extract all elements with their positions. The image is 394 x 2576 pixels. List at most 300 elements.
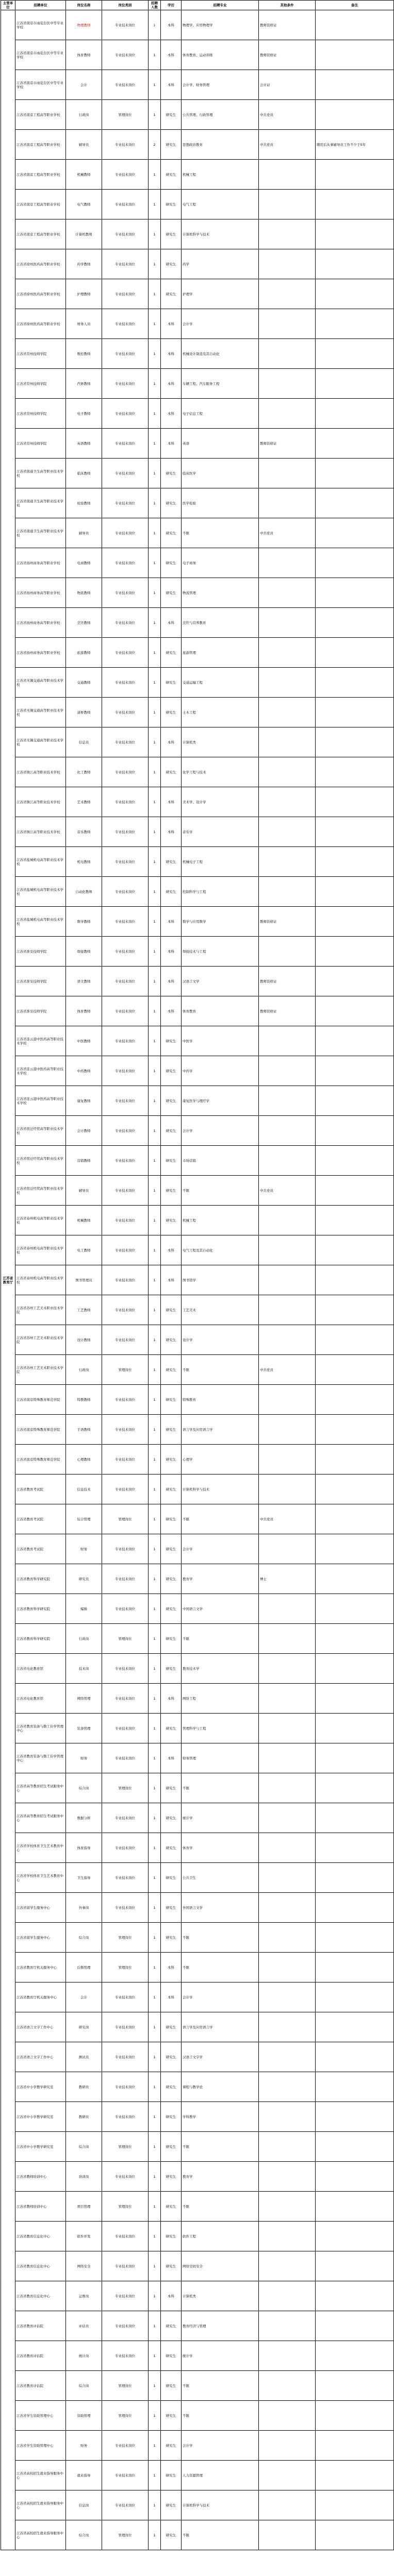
unit-name-cell: 江苏省教育装备与勤工俭学管理中心 — [15, 1743, 66, 1773]
headcount-cell: 1 — [149, 907, 161, 937]
education-cell: 研究生 — [161, 1325, 182, 1355]
post-name-cell: 烹饪教师 — [66, 608, 102, 638]
note-cell — [316, 1265, 394, 1295]
major-cell: 音乐学 — [182, 817, 259, 847]
other-conditions-cell: 教师资格证 — [259, 967, 316, 996]
post-name-cell: 会计教师 — [66, 1116, 102, 1146]
post-name-cell: 化工教师 — [66, 757, 102, 787]
unit-name-cell: 江苏省教育信息化中心 — [15, 2222, 66, 2251]
education-cell: 研究生 — [161, 847, 182, 877]
major-cell: 外国语言文学 — [182, 1893, 259, 1923]
headcount-cell: 1 — [149, 1893, 161, 1923]
table-row — [1, 2461, 394, 2490]
table-row — [1, 1504, 394, 1534]
other-conditions-cell — [259, 937, 316, 967]
other-conditions-cell — [259, 249, 316, 279]
other-conditions-cell — [259, 219, 316, 249]
unit-name-cell: 江苏省教育评估院 — [15, 2371, 66, 2401]
unit-name-cell: 江苏省语言文字工作中心 — [15, 2042, 66, 2072]
post-name-cell: 编辑 — [66, 1594, 102, 1624]
note-cell — [316, 1684, 394, 1714]
unit-name-cell: 江苏省南通卫生高等职业技术学校 — [15, 518, 66, 548]
note-cell — [316, 309, 394, 339]
unit-name-cell: 江苏省教育考试院 — [15, 1475, 66, 1504]
post-name-cell: 资助管理 — [66, 2401, 102, 2431]
post-name-cell: 统计岗 — [66, 2341, 102, 2371]
note-cell — [316, 10, 394, 40]
note-cell — [316, 2192, 394, 2222]
note-cell — [316, 1953, 394, 1982]
major-cell: 计算机科学与技术 — [182, 219, 259, 249]
education-cell: 研究生 — [161, 160, 182, 190]
other-conditions-cell — [259, 369, 316, 399]
unit-name-cell: 江苏省中小学教学研究室 — [15, 2072, 66, 2102]
table-row — [1, 2162, 394, 2192]
post-name-cell: 检验教师 — [66, 488, 102, 518]
post-category-cell: 专业技术岗位 — [102, 1714, 149, 1743]
headcount-cell: 1 — [149, 1415, 161, 1445]
post-name-cell: 外事岗 — [66, 1893, 102, 1923]
unit-name-cell: 江苏省南通卫生高等职业技术学校 — [15, 459, 66, 488]
note-cell — [316, 1176, 394, 1206]
major-cell: 会计学 — [182, 2431, 259, 2461]
post-category-cell: 管理岗位 — [102, 1504, 149, 1534]
post-category-cell: 专业技术岗位 — [102, 518, 149, 548]
table-row — [1, 100, 394, 130]
table-row — [1, 2042, 394, 2072]
major-cell: 教育学 — [182, 1564, 259, 1594]
education-cell: 研究生 — [161, 2371, 182, 2401]
headcount-cell: 1 — [149, 817, 161, 847]
major-cell: 心理学 — [182, 1445, 259, 1475]
post-category-cell: 专业技术岗位 — [102, 727, 149, 757]
post-category-cell: 专业技术岗位 — [102, 1743, 149, 1773]
post-category-cell: 专业技术岗位 — [102, 1146, 149, 1176]
major-cell: 机械工程 — [182, 160, 259, 190]
table-row — [1, 548, 394, 578]
post-name-cell: 卫生指导 — [66, 1863, 102, 1893]
note-cell — [316, 1475, 394, 1504]
major-cell: 会计学 — [182, 1982, 259, 2012]
major-cell: 不限 — [182, 518, 259, 548]
table-row — [1, 2311, 394, 2341]
table-row — [1, 1833, 394, 1863]
table-row — [1, 130, 394, 160]
post-name-cell: 财务 — [66, 1534, 102, 1564]
headcount-cell: 1 — [149, 2371, 161, 2401]
major-cell: 电气工程及其自动化 — [182, 1235, 259, 1265]
note-cell — [316, 907, 394, 937]
post-name-cell: 体育教师 — [66, 996, 102, 1026]
unit-name-cell: 江苏省留学生服务中心 — [15, 1923, 66, 1953]
note-cell — [316, 1504, 394, 1534]
note-cell — [316, 1624, 394, 1654]
major-cell: 焊接技术与工程 — [182, 937, 259, 967]
other-conditions-cell — [259, 339, 316, 369]
table-row — [1, 638, 394, 668]
post-name-cell: 信息员 — [66, 727, 102, 757]
headcount-cell: 1 — [149, 2461, 161, 2490]
note-cell — [316, 2371, 394, 2401]
unit-name-cell: 江苏省南京特殊教育师范学院 — [15, 1385, 66, 1415]
education-cell: 研究生 — [161, 1475, 182, 1504]
headcount-cell: 1 — [149, 190, 161, 219]
table-row — [1, 488, 394, 518]
education-cell: 研究生 — [161, 1714, 182, 1743]
major-cell: 旅游管理 — [182, 638, 259, 668]
education-cell: 研究生 — [161, 1116, 182, 1146]
other-conditions-cell — [259, 1594, 316, 1624]
unit-name-cell: 江苏省南京工程高等职业学校 — [15, 100, 66, 130]
education-cell: 研究生 — [161, 1654, 182, 1684]
major-cell: 物理学、应用物理学 — [182, 10, 259, 40]
post-name-cell: 财务 — [66, 1743, 102, 1773]
post-name-cell: 道桥教师 — [66, 698, 102, 727]
headcount-cell: 1 — [149, 1385, 161, 1415]
table-row — [1, 459, 394, 488]
education-cell: 本科 — [161, 1235, 182, 1265]
post-category-cell: 专业技术岗位 — [102, 2162, 149, 2192]
other-conditions-cell — [259, 1803, 316, 1833]
table-row — [1, 1235, 394, 1265]
post-name-cell: 临床教师 — [66, 459, 102, 488]
headcount-cell: 1 — [149, 1833, 161, 1863]
other-conditions-cell — [259, 1833, 316, 1863]
other-conditions-cell — [259, 2431, 316, 2461]
major-cell: 车辆工程、汽车服务工程 — [182, 369, 259, 399]
major-cell: 机械设计制造及其自动化 — [182, 339, 259, 369]
post-category-cell: 专业技术岗位 — [102, 937, 149, 967]
unit-name-cell: 江苏省连云港中医药高等职业技术学校 — [15, 1026, 66, 1056]
post-name-cell: 英语教师 — [66, 429, 102, 459]
education-cell: 研究生 — [161, 2401, 182, 2431]
table-row — [1, 1355, 394, 1385]
post-category-cell: 专业技术岗位 — [102, 1863, 149, 1893]
other-conditions-cell — [259, 2251, 316, 2281]
post-category-cell: 专业技术岗位 — [102, 1176, 149, 1206]
post-category-cell: 专业技术岗位 — [102, 2431, 149, 2461]
education-cell: 研究生 — [161, 2341, 182, 2371]
major-cell: 会计学 — [182, 1534, 259, 1564]
table-row — [1, 2222, 394, 2251]
post-category-cell: 专业技术岗位 — [102, 1833, 149, 1863]
major-cell: 学科教学 — [182, 2102, 259, 2132]
headcount-cell: 1 — [149, 2251, 161, 2281]
post-name-cell: 体育指导 — [66, 1833, 102, 1863]
unit-name-cell: 江苏省盐城机电高等职业技术学校 — [15, 877, 66, 907]
table-row — [1, 698, 394, 727]
unit-name-cell: 江苏省学生资助管理中心 — [15, 2401, 66, 2431]
headcount-cell: 1 — [149, 608, 161, 638]
other-conditions-cell — [259, 2222, 316, 2251]
post-category-cell: 专业技术岗位 — [102, 608, 149, 638]
post-category-cell: 专业技术岗位 — [102, 1385, 149, 1415]
post-name-cell: 信息技术 — [66, 1475, 102, 1504]
unit-name-cell: 江苏省教育厅机关服务中心 — [15, 1982, 66, 2012]
unit-name-cell: 江苏省南京工程高等职业学校 — [15, 219, 66, 249]
other-conditions-cell — [259, 1953, 316, 1982]
major-cell: 管理科学与工程 — [182, 1714, 259, 1743]
major-cell: 计算机类 — [182, 2281, 259, 2311]
headcount-cell: 1 — [149, 1206, 161, 1235]
note-cell — [316, 996, 394, 1026]
table-row — [1, 578, 394, 608]
major-cell: 会计学、财务管理 — [182, 70, 259, 100]
other-conditions-cell: 中共党员 — [259, 1176, 316, 1206]
other-conditions-cell — [259, 2371, 316, 2401]
table-row — [1, 2490, 394, 2520]
major-cell: 控制科学与工程 — [182, 877, 259, 907]
education-cell: 研究生 — [161, 1773, 182, 1803]
other-conditions-cell — [259, 1445, 316, 1475]
unit-name-cell: 江苏省苏州工艺美术职业技术学院 — [15, 1355, 66, 1385]
education-cell: 本科 — [161, 339, 182, 369]
post-name-cell: 机械教师 — [66, 1206, 102, 1235]
major-cell: 教育经济与管理 — [182, 2311, 259, 2341]
table-row — [1, 160, 394, 190]
table-row — [1, 1594, 394, 1624]
major-cell: 计算机科学与技术 — [182, 1475, 259, 1504]
education-cell: 研究生 — [161, 1086, 182, 1116]
note-cell — [316, 219, 394, 249]
other-conditions-cell — [259, 1206, 316, 1235]
headcount-cell: 1 — [149, 160, 161, 190]
education-cell: 研究生 — [161, 130, 182, 160]
post-category-cell: 专业技术岗位 — [102, 2012, 149, 2042]
unit-name-cell: 江苏省无锡交通高等职业技术学校 — [15, 727, 66, 757]
education-cell: 研究生 — [161, 1833, 182, 1863]
unit-name-cell: 江苏省教育装备与勤工俭学管理中心 — [15, 1714, 66, 1743]
education-cell: 本科 — [161, 907, 182, 937]
headcount-cell: 1 — [149, 339, 161, 369]
major-cell: 公共管理、行政管理 — [182, 100, 259, 130]
major-cell: 电子信息工程 — [182, 399, 259, 429]
table-row — [1, 2341, 394, 2371]
unit-name-cell: 江苏省淮安技师学院 — [15, 996, 66, 1026]
major-cell: 不限 — [182, 2401, 259, 2431]
other-conditions-cell — [259, 279, 316, 309]
table-row — [1, 1803, 394, 1833]
major-cell: 会计学 — [182, 1116, 259, 1146]
note-cell — [316, 817, 394, 847]
other-conditions-cell — [259, 2281, 316, 2311]
note-cell — [316, 937, 394, 967]
post-category-cell: 管理岗位 — [102, 2371, 149, 2401]
post-category-cell: 专业技术岗位 — [102, 2281, 149, 2311]
education-cell: 研究生 — [161, 757, 182, 787]
header-post: 岗位名称 — [66, 1, 102, 10]
other-conditions-cell — [259, 2192, 316, 2222]
headcount-cell: 1 — [149, 70, 161, 100]
post-category-cell: 专业技术岗位 — [102, 1445, 149, 1475]
headcount-cell: 1 — [149, 877, 161, 907]
note-cell — [316, 1415, 394, 1445]
header-other: 其他条件 — [259, 1, 316, 10]
table-row — [1, 2012, 394, 2042]
note-cell — [316, 1445, 394, 1475]
unit-name-cell: 江苏省学校体育卫生艺术教育中心 — [15, 1863, 66, 1893]
post-name-cell: 研究员 — [66, 1564, 102, 1594]
education-cell: 本科 — [161, 70, 182, 100]
post-category-cell: 专业技术岗位 — [102, 1415, 149, 1445]
note-cell — [316, 1773, 394, 1803]
table-row — [1, 1534, 394, 1564]
note-cell — [316, 339, 394, 369]
post-category-cell: 专业技术岗位 — [102, 429, 149, 459]
major-cell: 计算机科学与技术 — [182, 2490, 259, 2520]
headcount-cell: 1 — [149, 1086, 161, 1116]
post-name-cell: 电气教师 — [66, 190, 102, 219]
other-conditions-cell — [259, 698, 316, 727]
note-cell — [316, 1743, 394, 1773]
headcount-cell: 1 — [149, 518, 161, 548]
other-conditions-cell: 教师资格证 — [259, 429, 316, 459]
unit-name-cell: 江苏省镇江高等职业技术学校 — [15, 787, 66, 817]
education-cell: 研究生 — [161, 1415, 182, 1445]
headcount-cell: 1 — [149, 2162, 161, 2192]
post-name-cell: 机电教师 — [66, 847, 102, 877]
major-cell: 不限 — [182, 1624, 259, 1654]
table-row — [1, 70, 394, 100]
table-row — [1, 996, 394, 1026]
other-conditions-cell: 中共党员 — [259, 1504, 316, 1534]
post-category-cell: 专业技术岗位 — [102, 698, 149, 727]
note-cell: 聘用后从事辅导员工作不少于5年 — [316, 130, 394, 160]
headcount-cell: 1 — [149, 1863, 161, 1893]
note-cell — [316, 2461, 394, 2490]
post-name-cell: 中医教师 — [66, 1026, 102, 1056]
major-cell: 会计学 — [182, 309, 259, 339]
post-category-cell: 专业技术岗位 — [102, 877, 149, 907]
post-category-cell: 专业技术岗位 — [102, 578, 149, 608]
education-cell: 本科 — [161, 996, 182, 1026]
post-name-cell: 汽修教师 — [66, 369, 102, 399]
post-category-cell: 专业技术岗位 — [102, 339, 149, 369]
other-conditions-cell: 会计证 — [259, 70, 316, 100]
post-name-cell: 教研员 — [66, 2072, 102, 2102]
note-cell — [316, 488, 394, 518]
headcount-cell: 1 — [149, 1295, 161, 1325]
major-cell: 汉语言文学 — [182, 967, 259, 996]
table-row — [1, 1863, 394, 1893]
education-cell: 研究生 — [161, 219, 182, 249]
other-conditions-cell: 博士 — [259, 1564, 316, 1594]
headcount-cell: 1 — [149, 698, 161, 727]
post-name-cell: 辅导员 — [66, 130, 102, 160]
unit-name-cell: 江苏省教育信息化中心 — [15, 2251, 66, 2281]
post-category-cell: 专业技术岗位 — [102, 1116, 149, 1146]
note-cell — [316, 1086, 394, 1116]
education-cell: 本科 — [161, 817, 182, 847]
table-row — [1, 1893, 394, 1923]
other-conditions-cell — [259, 2490, 316, 2520]
major-cell: 教育技术学 — [182, 1654, 259, 1684]
other-conditions-cell — [259, 2401, 316, 2431]
table-row — [1, 1982, 394, 2012]
major-cell: 不限 — [182, 2192, 259, 2222]
post-category-cell: 专业技术岗位 — [102, 279, 149, 309]
major-cell: 软件工程 — [182, 2222, 259, 2251]
education-cell: 本科 — [161, 608, 182, 638]
table-row — [1, 1654, 394, 1684]
post-category-cell: 专业技术岗位 — [102, 459, 149, 488]
note-cell — [316, 1982, 394, 2012]
table-row — [1, 847, 394, 877]
post-name-cell: 体育教师 — [66, 40, 102, 70]
note-cell — [316, 190, 394, 219]
post-name-cell: 数据分析 — [66, 1803, 102, 1833]
note-cell — [316, 100, 394, 130]
unit-name-cell: 江苏省无锡交通高等职业技术学校 — [15, 698, 66, 727]
headcount-cell: 1 — [149, 10, 161, 40]
note-cell — [316, 40, 394, 70]
table-row — [1, 1624, 394, 1654]
post-category-cell: 专业技术岗位 — [102, 2461, 149, 2490]
major-cell: 临床医学 — [182, 459, 259, 488]
table-row — [1, 1146, 394, 1176]
unit-name-cell: 江苏省扬州商务高等职业学校 — [15, 638, 66, 668]
major-cell: 不限 — [182, 1923, 259, 1953]
other-conditions-cell — [259, 1026, 316, 1056]
education-cell: 研究生 — [161, 2192, 182, 2222]
major-cell: 机械工程 — [182, 1206, 259, 1235]
post-category-cell: 专业技术岗位 — [102, 160, 149, 190]
other-conditions-cell — [259, 1116, 316, 1146]
post-category-cell: 管理岗位 — [102, 2401, 149, 2431]
table-row — [1, 1176, 394, 1206]
other-conditions-cell — [259, 2162, 316, 2192]
post-category-cell: 专业技术岗位 — [102, 1982, 149, 2012]
table-row — [1, 369, 394, 399]
headcount-cell: 1 — [149, 996, 161, 1026]
table-row — [1, 1953, 394, 1982]
table-row — [1, 190, 394, 219]
education-cell: 研究生 — [161, 2251, 182, 2281]
unit-name-cell: 江苏省教师培训中心 — [15, 2162, 66, 2192]
major-cell: 体育教育、运动训练 — [182, 40, 259, 70]
education-cell: 研究生 — [161, 2311, 182, 2341]
table-row — [1, 937, 394, 967]
major-cell: 化学工程与技术 — [182, 757, 259, 787]
other-conditions-cell — [259, 2012, 316, 2042]
major-cell: 护理学 — [182, 279, 259, 309]
major-cell: 中药学 — [182, 1056, 259, 1086]
note-cell — [316, 1056, 394, 1086]
post-name-cell: 技术岗 — [66, 1654, 102, 1684]
other-conditions-cell — [259, 1086, 316, 1116]
education-cell: 研究生 — [161, 279, 182, 309]
table-row — [1, 787, 394, 817]
note-cell — [316, 1714, 394, 1743]
post-name-cell: 会计 — [66, 70, 102, 100]
education-cell: 本科 — [161, 787, 182, 817]
unit-name-cell: 江苏省教育厅机关服务中心 — [15, 1953, 66, 1982]
post-name-cell: 康复教师 — [66, 1086, 102, 1116]
table-row — [1, 877, 394, 907]
major-cell: 思想政治教育 — [182, 130, 259, 160]
headcount-cell: 1 — [149, 2431, 161, 2461]
post-name-cell: 综合岗 — [66, 2371, 102, 2401]
post-name-cell: 综合岗 — [66, 1923, 102, 1953]
other-conditions-cell — [259, 727, 316, 757]
other-conditions-cell — [259, 817, 316, 847]
post-name-cell: 艺术教师 — [66, 787, 102, 817]
headcount-cell: 1 — [149, 2042, 161, 2072]
education-cell: 本科 — [161, 967, 182, 996]
headcount-cell: 1 — [149, 1624, 161, 1654]
note-cell — [316, 698, 394, 727]
other-conditions-cell — [259, 1684, 316, 1714]
